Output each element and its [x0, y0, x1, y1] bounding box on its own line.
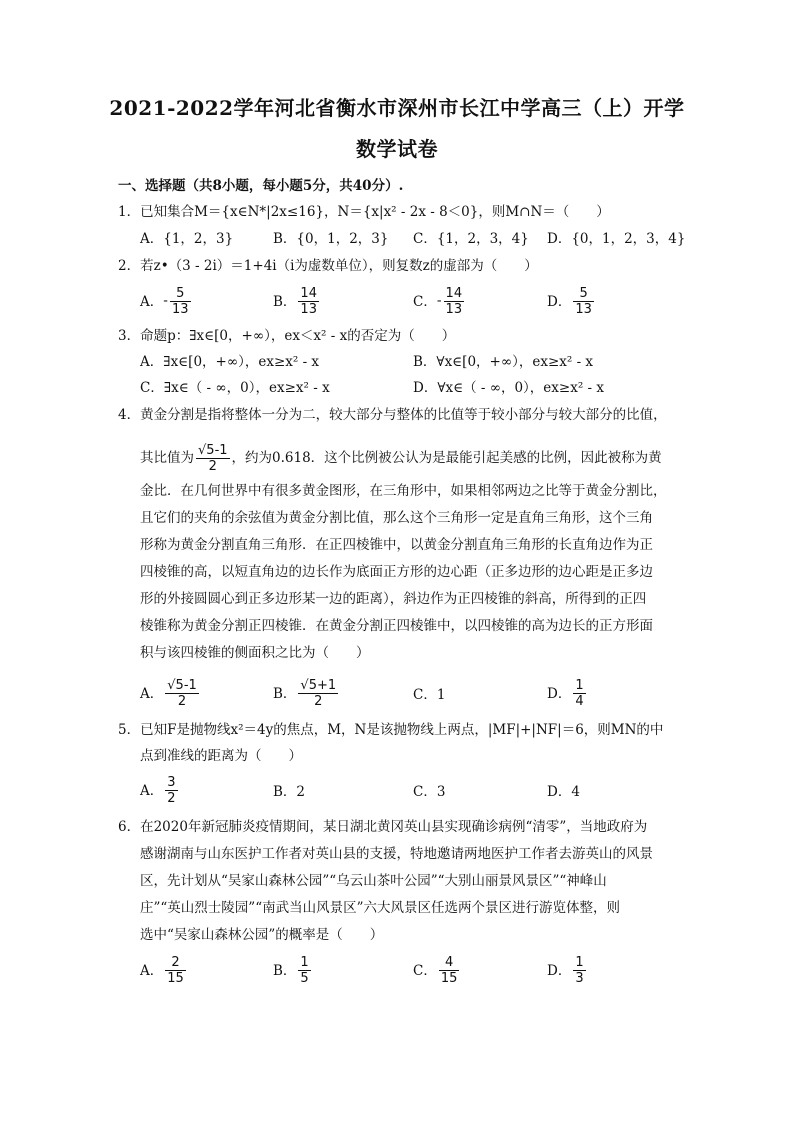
q4-option-b [273, 678, 340, 709]
q4-option-b-fraction [298, 678, 338, 709]
q2-option-a-sign: - [163, 293, 168, 309]
q1-stem: 1．已知集合M＝{x∈N*|2x≤16}，N＝{x|x² - 2x - 8＜0}，则M∩N＝（ ） [118, 204, 610, 220]
q4-a-den: 2 [177, 694, 187, 709]
q2-a-den: 13 [171, 302, 189, 317]
section-heading: 一、选择题（共8小题，每小题5分，共40分）. [118, 178, 404, 194]
q3-option-d: D．∀x∈（ - ∞，0），ex≥x² - x [413, 380, 605, 396]
q6-option-a-fraction [165, 955, 186, 986]
q2-b-den: 13 [300, 302, 317, 317]
q4-option-a-label: A． [140, 685, 164, 702]
q6-option-b-label: B． [273, 962, 297, 979]
q2-option-b [273, 286, 321, 317]
q5-line-1: 5．已知F是抛物线x²＝4y的焦点，M，N是该抛物线上两点，|MF|+|NF|＝6，则MN的中 [118, 722, 664, 738]
q4-golden-ratio-fraction [196, 443, 230, 474]
q4-line-5: 形称为黄金分割直角三角形．在正四棱锥中，以黄金分割直角三角形的长直角边作为正 [140, 537, 653, 553]
q2-c-den: 13 [445, 302, 463, 317]
q3-option-c: C．∃x∈（ - ∞，0），ex≥x² - x [140, 380, 330, 396]
q4-b-radicand: 5+1 [308, 678, 337, 693]
q6-d-den: 3 [575, 971, 584, 986]
q2-option-d-fraction [573, 286, 594, 317]
q6-option-a-label: A． [140, 962, 164, 979]
q4-option-a-fraction [165, 678, 199, 709]
q2-d-den: 13 [575, 302, 592, 317]
q4-option-b-label: B． [273, 685, 297, 702]
q2-a-num: 5 [170, 286, 191, 302]
q2-option-c-label: C． [413, 293, 437, 310]
q6-option-c [413, 955, 461, 986]
q1-option-b: B．{0，1，2，3} [273, 231, 389, 247]
q3-stem: 3．命题p：∃x∈[0，+∞），ex＜x² - x的否定为（ ） [118, 328, 456, 344]
q2-option-d [547, 286, 596, 317]
q6-option-c-fraction [439, 955, 460, 986]
q2-option-a-fraction [170, 286, 191, 317]
q5-a-den: 2 [167, 791, 176, 806]
q2-stem: 2．若z•（3 - 2i）＝1+4i（i为虚数单位），则复数z的虚部为（ ） [118, 258, 538, 274]
q6-option-d [547, 955, 588, 986]
q6-b-den: 5 [300, 971, 309, 986]
q5-option-d: D．4 [547, 784, 580, 800]
q1-option-c: C．{1，2，3，4} [413, 231, 529, 247]
q2-option-a-label: A． [140, 293, 164, 310]
q1-option-a: A．{1，2，3} [140, 231, 234, 247]
q4-line-2-pre: 其比值为 [140, 450, 194, 466]
q4-line-6: 四棱锥的高，以短直角边的边长作为底面正方形的边心距（正多边形的边心距是正多边 [140, 564, 653, 580]
q6-line-5: 选中“吴家山森林公园”的概率是（ ） [140, 927, 384, 943]
q6-b-num: 1 [300, 955, 309, 970]
q4-line-2-post: ，约为0.618．这个比例被公认为是最能引起美感的比例，因此被称为黄 [231, 450, 662, 466]
q6-line-2: 感谢湖南与山东医护工作者对英山县的支援，特地邀请两地医护工作者去游英山的风景 [140, 846, 653, 862]
q2-c-num: 14 [445, 286, 463, 301]
q4-option-d-label: D． [547, 685, 572, 702]
q4-option-d-fraction [573, 678, 585, 709]
q5-line-2: 点到准线的距离为（ ） [140, 748, 302, 764]
q4-a-radicand: 5-1 [175, 678, 197, 693]
q3-option-b: B．∀x∈[0，+∞），ex≥x² - x [413, 354, 594, 370]
q4-d-num: 1 [575, 678, 584, 693]
q6-option-d-fraction [573, 955, 585, 986]
q5-option-a [140, 775, 180, 806]
q3-option-a: A．∃x∈[0，+∞），ex≥x² - x [140, 354, 320, 370]
q2-option-d-label: D． [547, 293, 572, 310]
q6-d-num: 1 [575, 955, 584, 970]
q6-option-b [273, 955, 313, 986]
q5-a-num: 3 [167, 775, 176, 790]
q4-option-a [140, 678, 201, 709]
q2-b-num: 14 [300, 286, 317, 301]
q6-option-a [140, 955, 188, 986]
q4-line-2 [140, 443, 662, 474]
q6-c-den: 15 [440, 971, 458, 986]
q6-a-num: 2 [165, 955, 186, 971]
q6-option-c-label: C． [413, 962, 437, 979]
q4-golden-den: 2 [208, 459, 217, 474]
q4-golden-num: √5-1 [198, 443, 228, 458]
q5-option-a-label: A． [140, 782, 164, 799]
q5-option-b: B．2 [273, 784, 306, 800]
q4-line-9: 积与该四棱锥的侧面积之比为（ ） [140, 645, 370, 661]
q2-option-c-sign: - [436, 293, 442, 309]
q4-line-8: 棱锥称为黄金分割正四棱锥．在黄金分割正四棱锥中，以四棱锥的高为边长的正方形面 [140, 618, 653, 634]
q6-line-4: 庄”“英山烈士陵园”“南武当山风景区”六大风景区任选两个景区进行游览体整，则 [140, 900, 621, 916]
page-title: 2021-2022学年河北省衡水市深州市长江中学高三（上）开学 [109, 96, 685, 120]
q4-golden-num-radicand: 5-1 [206, 443, 228, 458]
q4-line-1: 4．黄金分割是指将整体一分为二，较大部分与整体的比值等于较小部分与较大部分的比值， [118, 407, 667, 423]
q4-line-3: 金比．在几何世界中有很多黄金图形，在三角形中，如果相邻两边之比等于黄金分割比， [140, 483, 667, 499]
q4-d-den: 4 [575, 694, 584, 709]
q2-d-num: 5 [573, 286, 594, 302]
q6-option-b-fraction [298, 955, 310, 986]
q4-option-d [547, 678, 588, 709]
page-subtitle: 数学试卷 [356, 137, 438, 161]
q4-b-num: √5+1 [300, 678, 337, 693]
q6-line-3: 区，先计划从“吴家山森林公园”“乌云山茶叶公园”“大别山丽景风景区”“神峰山 [140, 873, 607, 889]
q4-option-c: C．1 [413, 687, 446, 703]
q4-b-den: 2 [314, 694, 323, 709]
q5-option-c: C．3 [413, 784, 446, 800]
q6-a-den: 15 [167, 971, 184, 986]
q6-line-1: 6．在2020年新冠肺炎疫情期间，某日湖北黄冈英山县实现确诊病例“清零”，当地政府为 [118, 819, 648, 835]
q2-option-c-fraction [444, 286, 465, 317]
q6-c-num: 4 [439, 955, 460, 971]
q4-line-4: 且它们的夹角的余弦值为黄金分割比值，那么这个三角形一定是直角三角形，这个三角 [140, 510, 653, 526]
q1-option-d: D．{0，1，2，3，4} [547, 231, 686, 247]
q2-option-b-label: B． [273, 293, 297, 310]
q2-option-c [413, 286, 466, 317]
q4-a-num: √5-1 [167, 678, 197, 693]
q4-line-7: 形的外接圆圆心到正多边形某一边的距离），斜边作为正四棱锥的斜高，所得到的正四 [140, 591, 647, 607]
q6-option-d-label: D． [547, 962, 572, 979]
q2-option-a [140, 286, 193, 317]
q2-option-b-fraction [298, 286, 319, 317]
q5-option-a-fraction [165, 775, 177, 806]
